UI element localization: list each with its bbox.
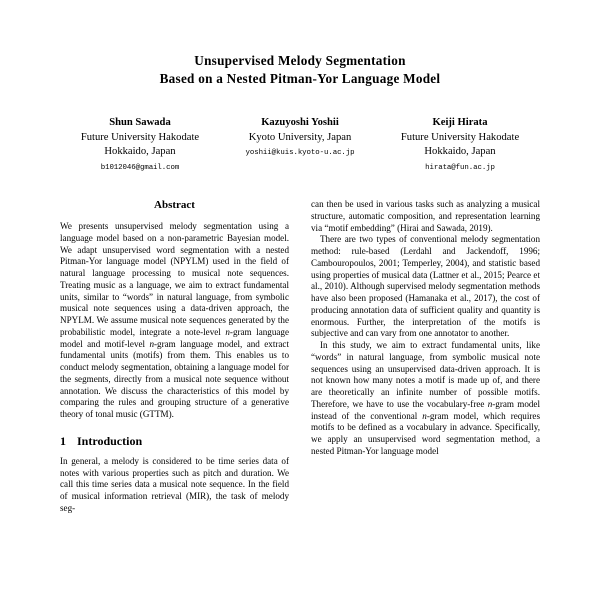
author-3-name: Keiji Hirata <box>432 117 488 128</box>
abstract-text-part1: We presents unsupervised melody segmentation using a language model based on a non-parametric Bayesian model. We adapt unsupervised word segmentation with a nested Pitman-Yor language model (NPYLM) used in the field of natural language processing to musical note sequences. Treating music as a language, we aim to extract fundamental units, similar to “words” in natural language, from symbolic musical note sequences using a data-driven approach, the NPYLM. We assume musical note sequences generated by the probabilistic model, integrate a note-level <box>60 221 289 337</box>
right-paragraph-3-part3: -gram model, which requires motifs to be defined as a vocabulary in advance. Specifically, we apply an unsupervised word segmentation method, a nested Pitman-Yor language model <box>311 410 540 456</box>
body-columns <box>60 199 540 515</box>
introduction-title: Introduction <box>77 433 143 448</box>
left-column <box>60 199 289 515</box>
right-paragraph-2: There are two types of conventional melody segmentation method: rule-based (Lerdahl and Jackendoff, 1996; Cambouropoulos, 2001; Temperley, 2004), and statistic based using properties of musical data (Lattner et al., 2015; Pearce et al., 2010). Although supervised melody segmentation methods have also been proposed (Hamanaka et al., 2017), the cost of producing annotation data of sufficient quality and quantity is enormous. Further, the interpretation of the motifs is subjective and can vary from one annotator to another. <box>311 234 540 339</box>
abstract-text-part3: -gram language model, and extract fundamental units (motifs) from them. This enables us to conduct melody segmentation, obtaining a language model for the segments, directly from a musical note sequence without annotation. We discuss the characteristics of this model by comparing the rules and grouping structure of a generative theory of tonal music (GTTM). <box>60 338 289 419</box>
author-2 <box>220 116 380 175</box>
paper-title <box>60 0 540 88</box>
author-2-email[interactable]: yoshii@kuis.kyoto-u.ac.jp <box>245 149 355 157</box>
abstract-text-part2: -gram language model and motif-level <box>60 326 289 349</box>
author-1-email[interactable]: b1012046@gmail.com <box>100 163 180 172</box>
author-3-affiliation-line2: Hokkaido, Japan <box>424 146 496 157</box>
abstract-italic-n-2: n <box>149 338 154 349</box>
right-italic-n-2: n <box>422 410 427 421</box>
author-2-affiliation-line1: Kyoto University, Japan <box>248 131 352 143</box>
right-paragraph-1: can then be used in various tasks such as analyzing a musical structure, automatic composition, and representation learning via “motif embedding” (Hirai and Sawada, 2019). <box>311 199 540 233</box>
author-1-affiliation-line2: Hokkaido, Japan <box>104 146 176 157</box>
abstract-heading: Abstract <box>154 199 195 211</box>
right-paragraph-3 <box>311 340 540 458</box>
title-line-2: Based on a Nested Pitman-Yor Language Model <box>159 71 441 86</box>
abstract-text <box>60 221 289 421</box>
author-1-name: Shun Sawada <box>109 117 171 128</box>
author-3-affiliation-line1: Future University Hakodate <box>400 131 520 143</box>
abstract-italic-n-1: n <box>225 326 230 337</box>
author-3-email[interactable]: hirata@fun.ac.jp <box>425 163 495 172</box>
introduction-paragraph-1: In general, a melody is considered to be time series data of notes with various properties such as pitch and duration. We call this time series data a musical note sequence. In the field of musical information retrieval (MIR), the task of melody seg- <box>60 455 289 513</box>
right-paragraph-3-part1: In this study, we aim to extract fundamental units, like “words” in natural language, from symbolic musical note sequences using an unsupervised data-driven approach. It is not known how many notes a motif is made up of, and there are theoretically an infinite number of possible motifs. Therefore, we have to use the vocabulary-free <box>311 340 540 409</box>
author-1-affiliation-line1: Future University Hakodate <box>80 131 200 143</box>
title-line-1: Unsupervised Melody Segmentation <box>194 53 406 68</box>
author-3 <box>380 116 540 175</box>
right-column <box>311 199 540 515</box>
author-1 <box>60 116 220 175</box>
introduction-number: 1 <box>60 433 66 448</box>
introduction-heading <box>60 434 289 449</box>
author-block <box>60 116 540 175</box>
right-italic-n-1: n <box>487 398 493 409</box>
right-paragraph-3-part2: -gram model instead of the conventional <box>311 398 540 421</box>
author-2-name: Kazuyoshi Yoshii <box>261 117 339 128</box>
